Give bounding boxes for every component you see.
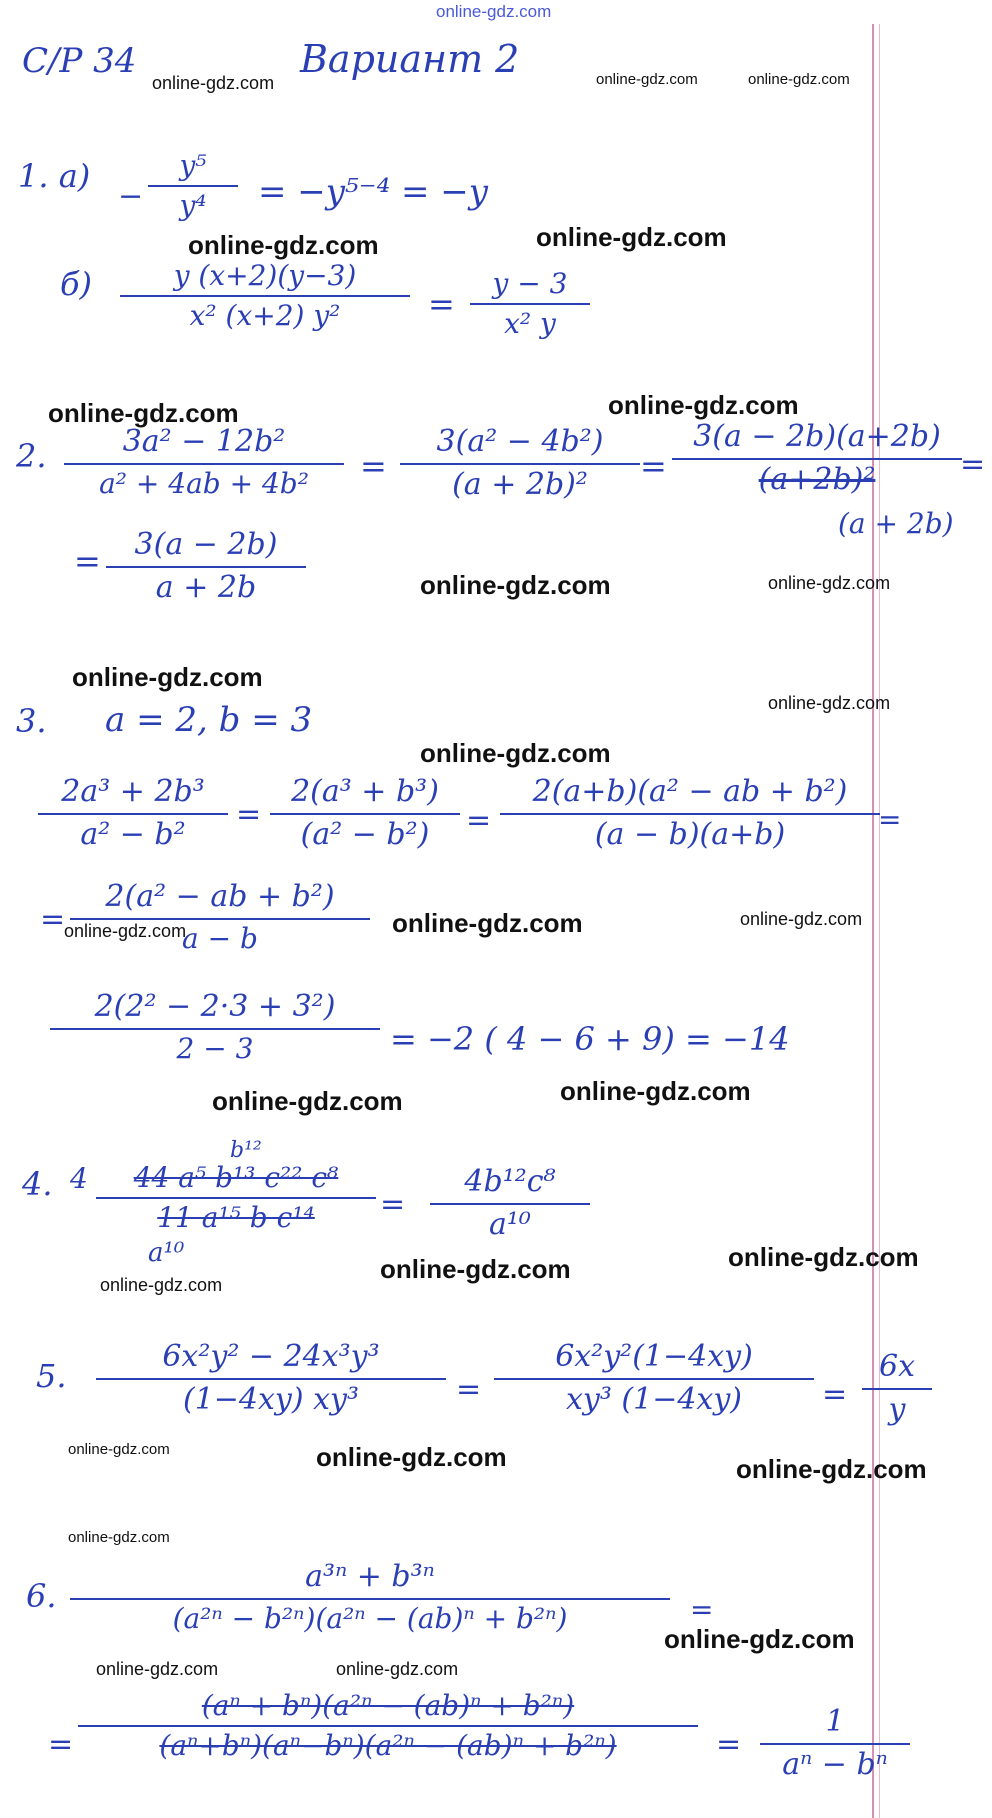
p3-result: = −2 ( 4 − 6 + 9) = −14 (390, 1020, 790, 1058)
p5-equals-2: = (822, 1377, 848, 1412)
watermark: online-gdz.com (664, 1624, 855, 1654)
fraction-bar (70, 918, 370, 920)
p5-f2-denominator: xy³ (1−4xy) (565, 1381, 742, 1417)
fraction-bar (96, 1378, 446, 1380)
p5-fraction-1 (96, 1340, 446, 1417)
p1-b-fraction (120, 260, 410, 332)
fraction-bar (760, 1743, 910, 1745)
fraction-bar (96, 1197, 376, 1199)
fraction-bar (70, 1598, 670, 1600)
watermark: online-gdz.com (768, 693, 891, 713)
p1-b-numerator: y (x+2)(y−3) (173, 259, 357, 292)
watermark: online-gdz.com (768, 573, 891, 593)
p1-b-denominator: x² (x+2) y² (189, 299, 341, 333)
p6-line2-equals: = (48, 1727, 74, 1762)
p2-fraction-1 (64, 425, 344, 500)
watermark: online-gdz.com (560, 1076, 751, 1106)
watermark: online-gdz.com (316, 1442, 507, 1472)
watermark: online-gdz.com (596, 71, 698, 88)
p3-f1-numerator: 2a³ + 2b³ (61, 774, 205, 809)
p3-f3-denominator: (a − b)(a+b) (594, 816, 786, 852)
p6-equals-1: = (690, 1593, 714, 1626)
p1-a-rest: = −y⁵⁻⁴ = −y (258, 172, 488, 212)
p1-b-result-numerator: y − 3 (492, 267, 568, 300)
p6-fraction-2 (78, 1690, 698, 1762)
watermark: online-gdz.com (536, 222, 727, 252)
watermark: online-gdz.com (96, 1659, 219, 1679)
p3-fraction-1 (38, 775, 228, 852)
fraction-bar (862, 1388, 932, 1390)
p2-f1-denominator: a² + 4ab + 4b² (99, 466, 309, 500)
watermark: online-gdz.com (392, 908, 583, 938)
p3-f3-numerator: 2(a+b)(a² − ab + b²) (532, 774, 848, 809)
p4-equals: = (380, 1187, 406, 1222)
watermark: online-gdz.com (736, 1454, 927, 1484)
watermark: online-gdz.com (152, 73, 275, 93)
fraction-bar (64, 463, 344, 465)
p6-label: 6. (26, 1577, 57, 1615)
fraction-bar (494, 1378, 814, 1380)
p2-f3-denominator-extra: (a + 2b) (838, 507, 954, 540)
watermark: online-gdz.com (420, 738, 611, 768)
watermark: online-gdz.com (336, 1659, 459, 1679)
p1-a-sign: − (118, 179, 144, 214)
watermark: online-gdz.com (420, 570, 611, 600)
watermark: online-gdz.com (212, 1086, 403, 1116)
p2-f4-numerator: 3(a − 2b) (134, 527, 278, 562)
p2-f3-numerator: 3(a − 2b)(a+2b) (693, 419, 941, 454)
watermark: online-gdz.com (748, 71, 850, 88)
header-right: Вариант 2 (300, 37, 520, 81)
p5-label: 5. (36, 1357, 67, 1395)
p6-f2-numerator: (aⁿ + bⁿ)(a²ⁿ − (ab)ⁿ + b²ⁿ) (201, 1689, 575, 1722)
p2-equals-1: = (360, 447, 387, 485)
p4-num-superscript: b¹² (230, 1138, 262, 1163)
p3-line2-equals: = (40, 902, 66, 937)
watermark: online-gdz.com (68, 1529, 170, 1546)
p1-label-b: б) (60, 265, 93, 303)
watermark: online-gdz.com (740, 909, 863, 929)
p2-f1-numerator: 3a² − 12b² (122, 424, 286, 459)
p6-f1-numerator: a³ⁿ + b³ⁿ (305, 1559, 435, 1594)
p4-denominator-sub: a¹⁰ (148, 1238, 185, 1268)
p6-fraction-3 (760, 1705, 910, 1782)
watermark: online-gdz.com (100, 1275, 223, 1295)
p3-f4-numerator: 2(a² − ab + b²) (105, 879, 335, 914)
p2-fraction-2 (400, 425, 640, 502)
fraction-bar (148, 185, 238, 187)
p2-f3-denominator: (a+2b)² (758, 461, 876, 497)
p3-f5-numerator: 2(2² − 2·3 + 3²) (94, 989, 336, 1024)
p3-f2-denominator: (a² − b²) (300, 816, 430, 852)
p2-f2-numerator: 3(a² − 4b²) (436, 424, 604, 459)
fraction-bar (50, 1028, 380, 1030)
p4-result-denominator: a¹⁰ (489, 1206, 531, 1242)
p1-b-equals: = (428, 285, 455, 323)
p4-num-prefix: 4 (70, 1162, 88, 1195)
top-watermark: online-gdz.com (436, 2, 552, 21)
p5-f1-numerator: 6x²y² − 24x³y³ (162, 1339, 380, 1374)
header-left: С/Р 34 (22, 41, 137, 81)
fraction-bar (120, 295, 410, 297)
p1-label-a: 1. а) (18, 157, 91, 195)
p3-equals-2: = (466, 803, 492, 838)
p3-fraction-5 (50, 990, 380, 1065)
p5-fraction-3 (862, 1350, 932, 1427)
watermark: online-gdz.com (608, 390, 799, 420)
page-margin-line (879, 24, 880, 1818)
p3-f1-denominator: a² − b² (80, 816, 186, 852)
p1-a-fraction (148, 150, 238, 222)
p6-f3-numerator: 1 (825, 1704, 845, 1739)
p3-equals-1: = (236, 797, 262, 832)
p3-label: 3. (16, 702, 47, 740)
p2-equals-3: = (960, 447, 986, 482)
p3-f4-denominator: a − b (182, 921, 258, 955)
watermark: online-gdz.com (64, 921, 187, 941)
p1-a-numerator: y⁵ (179, 149, 207, 182)
watermark: online-gdz.com (48, 398, 239, 428)
p5-f3-denominator: y (888, 1391, 906, 1427)
p5-f1-denominator: (1−4xy) xy³ (182, 1381, 359, 1417)
fraction-bar (270, 813, 460, 815)
p3-given: a = 2, b = 3 (105, 700, 313, 740)
p5-f3-numerator: 6x (878, 1349, 915, 1384)
p6-f2-denominator: (aⁿ+bⁿ)(aⁿ−bⁿ)(a²ⁿ − (ab)ⁿ + b²ⁿ) (159, 1729, 617, 1763)
p2-fraction-4 (106, 528, 306, 605)
p1-b-result-denominator: x² y (504, 307, 556, 341)
p6-f1-denominator: (a²ⁿ − b²ⁿ)(a²ⁿ − (ab)ⁿ + b²ⁿ) (172, 1601, 568, 1635)
fraction-bar (470, 303, 590, 305)
watermark: online-gdz.com (380, 1254, 571, 1284)
fraction-bar (38, 813, 228, 815)
p3-fraction-3 (500, 775, 880, 852)
p3-equals-3: = (878, 803, 902, 836)
fraction-bar (672, 458, 962, 460)
watermark: online-gdz.com (72, 662, 263, 692)
watermark: online-gdz.com (68, 1441, 170, 1458)
p3-f5-denominator: 2 − 3 (176, 1031, 254, 1065)
p4-label: 4. (22, 1165, 53, 1203)
watermark: online-gdz.com (188, 230, 379, 260)
p6-fraction-1 (70, 1560, 670, 1635)
fraction-bar (500, 813, 880, 815)
fraction-bar (400, 463, 640, 465)
p6-f3-denominator: aⁿ − bⁿ (782, 1746, 888, 1782)
p4-fraction-1 (96, 1162, 376, 1234)
p3-f2-numerator: 2(a³ + b³) (291, 774, 439, 809)
fraction-bar (78, 1725, 698, 1727)
p3-fraction-4 (70, 880, 370, 955)
fraction-bar (430, 1203, 590, 1205)
p5-equals-1: = (456, 1372, 482, 1407)
p2-line2-equals: = (74, 542, 101, 580)
fraction-bar (106, 566, 306, 568)
p6-equals-2: = (716, 1727, 742, 1762)
watermark: online-gdz.com (728, 1242, 919, 1272)
p4-numerator: 44 a⁵ b¹³ c²² c⁸ (133, 1161, 339, 1194)
p2-f4-denominator: a + 2b (155, 569, 257, 605)
p1-a-denominator: y⁴ (179, 189, 207, 223)
p5-fraction-2 (494, 1340, 814, 1417)
p2-label: 2. (16, 437, 47, 475)
p4-denominator: 11 a¹⁵ b c¹⁴ (157, 1201, 315, 1235)
p5-f2-numerator: 6x²y²(1−4xy) (555, 1339, 753, 1374)
p3-fraction-2 (270, 775, 460, 852)
p2-equals-2: = (640, 447, 667, 485)
p2-f2-denominator: (a + 2b)² (452, 466, 588, 502)
page-margin-line (872, 24, 874, 1818)
p4-result (430, 1165, 590, 1242)
p4-result-numerator: 4b¹²c⁸ (464, 1164, 556, 1199)
p2-fraction-3 (672, 420, 962, 497)
p1-b-result (470, 268, 590, 340)
